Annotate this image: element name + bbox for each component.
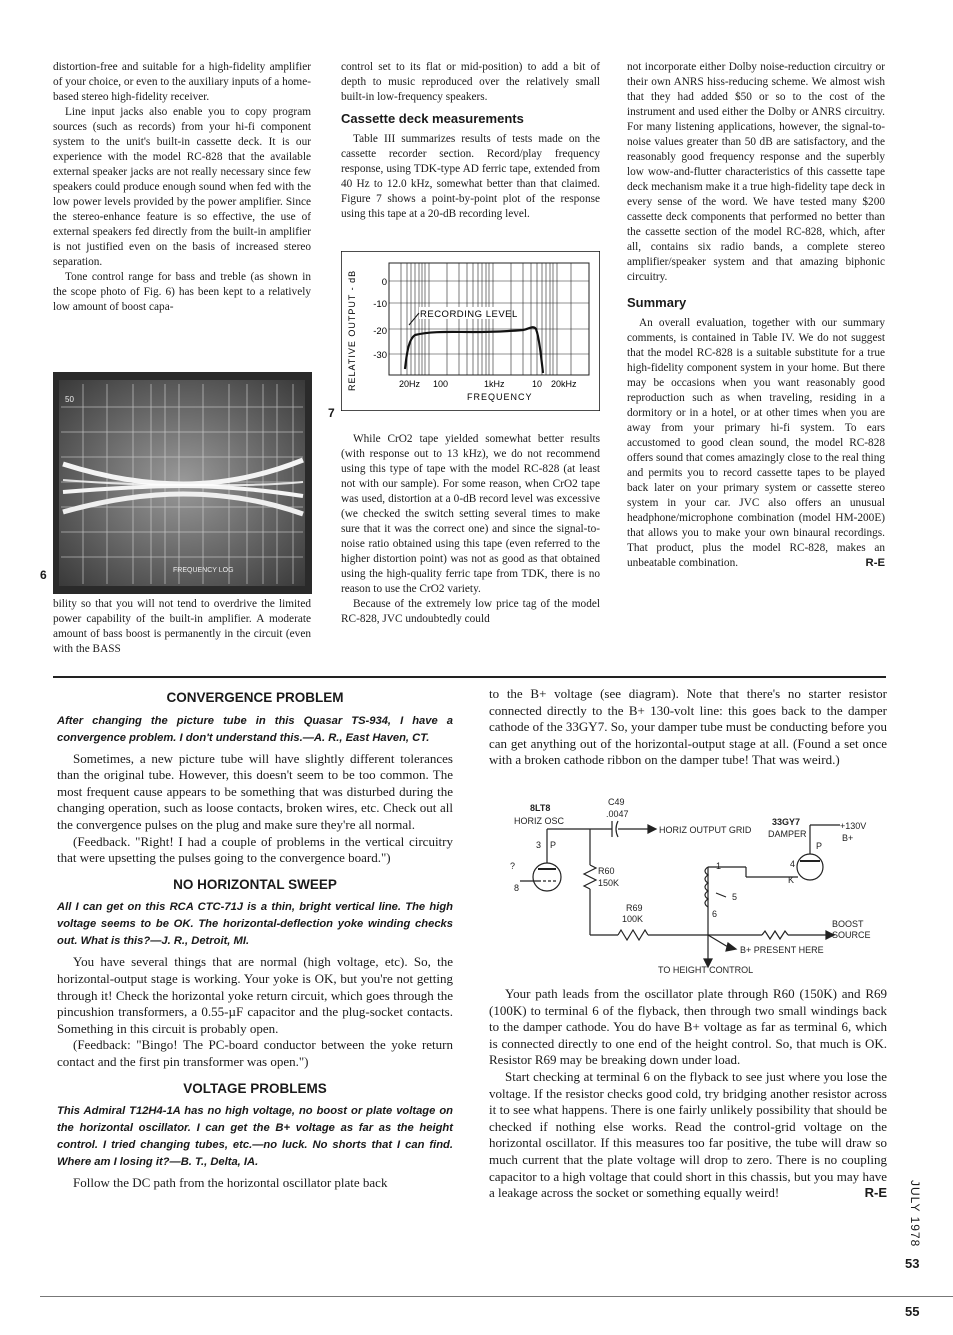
y-tick: -20 (373, 326, 387, 337)
column-2-continued (341, 432, 600, 627)
service-answer-right-bottom (489, 986, 887, 1202)
pin-label: 4 (790, 859, 796, 869)
r60-value: 150K (598, 878, 620, 888)
pin-label: P (816, 841, 823, 851)
service-questions-left (57, 680, 453, 1192)
bplus-voltage: +130V (840, 821, 867, 831)
answer-text: to the B+ voltage (see diagram). Note that there's no starter resistor connected directly to the B+ 130-volt line: this goes back to the damper cathode of the 33GY7. So, your damper tube must be conducting before you can get anything out of the horizontal-output stage at all. (Found a set once with a broken cathode ribbon on the damper tube! That was weird.) (489, 686, 887, 768)
paragraph: bility so that you will not tend to overdrive the limited power capability of the built-in amplifier. A moderate amount of bass boost is permanently in the circuit (even with the BASS (53, 598, 311, 655)
end-mark: R-E (865, 557, 885, 569)
issue-date-vertical: JULY 1978 (908, 1180, 922, 1248)
feedback-text: (Feedback: "Bingo! The PC-board conductor between the yoke return contact and the first pin transformer was open.") (57, 1037, 453, 1069)
terminal-label: 5 (732, 892, 738, 902)
pin-label: P (550, 840, 557, 850)
question-heading-sweep: NO HORIZONTAL SWEEP (173, 876, 337, 892)
paragraph: Line input jacks also enable you to copy program sources (such as records) from your hi-fi component system to the unit's built-in cassette deck. It is our experience with the model RC-828 that the available external speaker jacks are not really necessary since few speakers could produce enough sound when fed with the low power levels provided by the power amplifier. Since the stereo-enhance feature is so effective, the use of external speakers fed directly from the built-in amplifier is not justified even on the basis of increased stereo separation. (53, 106, 311, 268)
question-text: This Admiral T12H4-1A has no high voltage, no boost or plate voltage on the horizontal oscillator. I can get the B+ voltage as far as the height control. I tried changing tubes, etc.—no luck. No shorts that I can find. Where am I losing it?—B. T., Delta, IA. (57, 1105, 453, 1169)
pin-label: ? (510, 861, 516, 871)
paragraph: Tone control range for bass and treble (as shown in the scope photo of Fig. 6) has been kept to a relatively low amount of boost capa- (53, 271, 311, 313)
boost-label: BOOST (832, 919, 864, 929)
section-heading-summary: Summary (627, 295, 687, 310)
end-mark: R-E (864, 1185, 887, 1201)
pin-label: 3 (536, 840, 542, 850)
schematic-svg (500, 797, 885, 977)
scope-trace-svg (53, 372, 312, 594)
question-text: All I can get on this RCA CTC-71J is a thin, bright vertical line. The high voltage seems to be OK. The horizontal-deflection yoke winding checks out. What is this?—J. R., Detroit, MI. (57, 901, 453, 948)
paragraph: control set to its flat or mid-position) to add a bit of depth to music reproduced over the relatively small built-in low-frequency speakers. (341, 61, 600, 103)
terminal-label: 6 (712, 909, 718, 919)
cap-value: .0047 (606, 809, 629, 819)
x-tick: 100 (433, 379, 449, 389)
answer-text-body: Start checking at terminal 6 on the flyback to see just where you lose the voltage. If the resistor checks good cold, try bridging another resistor across it to see what happens. There is one fairly unlikely possibility that should be checked if nothing else works. Read the control-grid voltage on the horizontal oscillator. If this measures too far positive, the tube will draw so much current that the plate voltage will drop to zero. There is no coupling capacitor to a high voltage that could short in this chassis, but you may have a leakage across the socket or something equally weird! (489, 1068, 887, 1201)
figure-6-number: 6 (40, 568, 47, 582)
answer-text: You have several things that are normal (high voltage, etc). So, the horizontal-output stage is working. Your yoke is OK, but you're not getting through it! Check the horizontal yoke return circuit, which goes through the pincushion transformers, a 0.55-µF capacitor and the plug-socket contacts. Something in this circuit is probably open. (57, 954, 453, 1036)
column-3-upper (627, 60, 885, 571)
question-heading-voltage: VOLTAGE PROBLEMS (183, 1080, 327, 1096)
y-axis-label: RELATIVE OUTPUT - dB (347, 269, 357, 391)
figure-7-number: 7 (328, 406, 335, 420)
grid-label-line: HORIZ OUTPUT GRID (659, 825, 752, 835)
cap-label: C49 (608, 797, 625, 807)
y-tick: -30 (373, 350, 387, 361)
grid-label (659, 825, 752, 835)
schematic-diagram (500, 797, 885, 977)
column-1-continued (53, 597, 311, 657)
x-tick: 20kHz (551, 379, 577, 389)
figure-6-scope-photo (53, 372, 312, 594)
x-tick: 10 (532, 379, 543, 389)
x-tick: 20Hz (399, 379, 421, 389)
section-heading-cassette: Cassette deck measurements (341, 111, 524, 126)
paragraph: Because of the extremely low price tag of the model RC-828, JVC undoubtedly could (341, 598, 600, 625)
bplus-present-label: B+ PRESENT HERE (740, 945, 824, 955)
footer-rule (40, 1296, 953, 1297)
bplus-label: B+ (842, 833, 854, 843)
tube1-label: 8LT8 (530, 803, 551, 813)
figure-7-response-plot (341, 251, 600, 411)
y-tick: 0 (381, 277, 387, 288)
r69-value: 100K (622, 914, 644, 924)
answer-text: Your path leads from the oscillator plate through R60 (150K) and R69 (100K) to terminal 6 of the flyback, then through two small windings back to the damper cathode. You do have B+ voltage as far as terminal 6, which is connected directly to one end of the height control. So, that much is OK. Resistor R69 may be breaking down under load. (489, 986, 887, 1068)
answer-text: Sometimes, a new picture tube will have slightly different tolerances than the original tube. However, this doesn't seem to be too common. The most frequent cause appears to be something that was disturbed during the changing operation, such as loose contacts, broken wires, etc. Check out all the convergence pulses on the plug and make sure they're all normal. (57, 750, 453, 832)
paragraph: While CrO2 tape yielded somewhat better results (with response out to 13 kHz), we do not recommend using this type of tape with the model RC-828 (at least not with our sample). For some reason, when CrO2 tape was used, distortion at a 0-dB record level was excessive (we checked the switch setting several times to make sure that it was the correct one) and since the signal-to-noise ratio obtained using this tape (even referred to the higher distortion point) was not as good as that obtained using the high-quality ferric tape from TDK, there is no reason to use the CrO2 variety. (341, 433, 600, 595)
paragraph: not incorporate either Dolby noise-reduction circuitry or their own ANRS hiss-reducing scheme. We almost wish that they had added $50 or so to the cost of the instrument and used either the Dolby or ANRS circuitry. For many listening applications, however, the signal-to-noise values greater than 50 dB are satisfactory, and the reasonably good frequency response and the superbly low wow-and-flutter characteristics of this cassette tape deck mechanism make it a true high-fidelity tape deck in every sense of the word. We have tested many $200 cassette deck components that performed no better than the cassette section of the model RC-828, which, after all, contains six radio bands, a complete stereo amplifier/speaker system and that amazing biphonic circuitry. (627, 61, 885, 283)
source-label: SOURCE (832, 930, 871, 940)
x-axis-label: FREQUENCY (467, 392, 533, 402)
x-tick: 1kHz (484, 379, 505, 389)
paragraph: distortion-free and suitable for a high-fidelity amplifier of your choice, or even to the auxiliary inputs of a home-based stereo high-fidelity receiver. (53, 61, 311, 103)
answer-text: Follow the DC path from the horizontal oscillator plate back (73, 1175, 388, 1191)
y-tick: -10 (373, 299, 387, 310)
scope-label-top: 50 (65, 395, 74, 404)
question-heading-convergence: CONVERGENCE PROBLEM (166, 690, 344, 705)
r60-label: R60 (598, 866, 615, 876)
recording-level-label: RECORDING LEVEL (420, 309, 518, 320)
pin-label: K (788, 875, 795, 885)
question-text: After changing the picture tube in this Quasar TS-934, I have a convergence problem. I don't understand this.—A. R., East Haven, CT. (57, 714, 453, 744)
summary-text: An overall evaluation, together with our summary comments, is contained in Table IV. We do not suggest that the model RC-828 is a suitable substitute for a true high-fidelity component system in your home. But there may be occasions when you want reasonably good reproduction such as when traveling, residing in a dormitory or in a hotel, or at other times when you are away from your primary hi-fi system. To ears accustomed to good clean sound, the model RC-828 offers sound that comes amazingly close to the real thing and permits you to record cassette tapes to be played back later on your primary system or cassette stereo system in your car. JVC also offers an unusual headphone/microphone combination (model HM-200E) that allows you to make your own binaural recordings. That product, plus the model RC-828, makes an unbeatable combination. (627, 317, 885, 569)
paragraph (627, 316, 885, 571)
r69-label: R69 (626, 903, 643, 913)
page-number-inner: 53 (905, 1256, 920, 1271)
tube2-label: 33GY7 (772, 817, 801, 827)
column-2-upper (341, 60, 600, 222)
paragraph: Table III summarizes results of tests made on the cassette recorder section. Record/play frequency response, using TDK-type AD ferric tape, extended from 40 Hz to 12.0 kHz, somewhat better than that claimed. Figure 7 shows a point-by-point plot of the response using this tape at a 20-dB recording level. (341, 133, 600, 220)
service-answer-right-top (489, 686, 887, 769)
frequency-response-svg (341, 251, 600, 411)
terminal-label: 1 (716, 861, 722, 871)
column-1-upper (53, 60, 311, 315)
page-number-outer: 55 (905, 1304, 920, 1319)
section-divider (53, 676, 886, 678)
height-control-label: TO HEIGHT CONTROL (658, 965, 754, 975)
scope-label-bottom: FREQUENCY LOG (173, 567, 234, 574)
tube1-function: HORIZ OSC (514, 816, 565, 826)
pin-label: 8 (514, 883, 520, 893)
tube2-function: DAMPER (768, 829, 807, 839)
answer-text (489, 1069, 887, 1202)
feedback-text: (Feedback. "Right! I had a couple of problems in the vertical circuitry that were upsetting the pulses going to the convergence board.") (57, 833, 453, 866)
